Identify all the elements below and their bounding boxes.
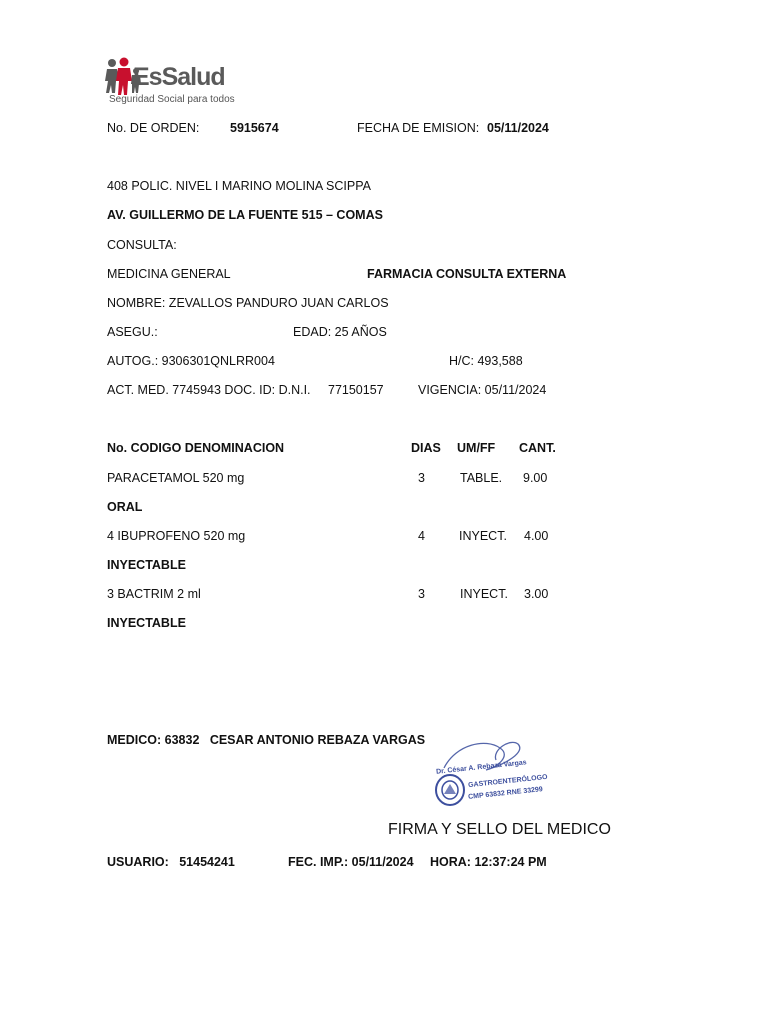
print-date: FEC. IMP.: 05/11/2024	[288, 855, 414, 869]
order-number-value: 5915674	[230, 121, 279, 135]
medication-name: 4 IBUPROFENO 520 mg	[107, 529, 246, 543]
logo-tagline: Seguridad Social para todos	[109, 94, 235, 105]
medical-act: ACT. MED. 7745943 DOC. ID: D.N.I.	[107, 383, 311, 397]
header-denomination: No. CODIGO DENOMINACION	[107, 441, 285, 455]
specialty: MEDICINA GENERAL	[107, 267, 231, 281]
logo-brand: EsSalud	[133, 63, 225, 91]
dni-value: 77150157	[328, 383, 384, 397]
medication-days: 3	[418, 587, 425, 601]
pharmacy: FARMACIA CONSULTA EXTERNA	[367, 267, 567, 281]
patient-age: EDAD: 25 AÑOS	[293, 325, 387, 339]
medication-quantity: 3.00	[524, 587, 549, 601]
medication-name: PARACETAMOL 520 mg	[107, 471, 245, 485]
essalud-logo	[105, 55, 255, 110]
facility-address: AV. GUILLERMO DE LA FUENTE 515 – COMAS	[107, 208, 383, 222]
medication-route: INYECTABLE	[107, 558, 186, 572]
medication-days: 4	[418, 529, 425, 543]
header-quantity: CANT.	[519, 441, 556, 455]
doctor-stamp-signature	[426, 738, 568, 810]
validity: VIGENCIA: 05/11/2024	[418, 383, 547, 397]
issue-date-value: 05/11/2024	[487, 121, 549, 135]
doctor-info: MEDICO: 63832 CESAR ANTONIO REBAZA VARGAS	[107, 733, 426, 747]
stamp-doctor-name: Dr. César A. Rebaza Vargas	[435, 759, 527, 776]
print-time: HORA: 12:37:24 PM	[430, 855, 547, 869]
user-info: USUARIO: 51454241	[107, 855, 235, 869]
medication-umff: TABLE.	[460, 471, 503, 485]
medication-name: 3 BACTRIM 2 ml	[107, 587, 201, 601]
medication-umff: INYECT.	[459, 529, 507, 543]
consultation-label: CONSULTA:	[107, 238, 177, 252]
header-days: DIAS	[411, 441, 441, 455]
issue-date-label: FECHA DE EMISION:	[357, 121, 480, 135]
stamp-specialty: GASTROENTERÓLOGO	[467, 773, 548, 790]
medication-days: 3	[418, 471, 425, 485]
insured-label: ASEGU.:	[107, 325, 158, 339]
order-number-label: No. DE ORDEN:	[107, 121, 200, 135]
authorization: AUTOG.: 9306301QNLRR004	[107, 354, 275, 368]
clinical-history: H/C: 493,588	[449, 354, 523, 368]
patient-name: NOMBRE: ZEVALLOS PANDURO JUAN CARLOS	[107, 296, 389, 310]
header-umff: UM/FF	[457, 441, 496, 455]
signature-caption: FIRMA Y SELLO DEL MEDICO	[388, 821, 611, 838]
medication-umff: INYECT.	[460, 587, 508, 601]
medication-quantity: 4.00	[524, 529, 549, 543]
medication-route: ORAL	[107, 500, 143, 514]
facility-name: 408 POLIC. NIVEL I MARINO MOLINA SCIPPA	[107, 179, 371, 193]
stamp-registry: CMP 63832 RNE 33299	[467, 786, 544, 801]
medication-quantity: 9.00	[523, 471, 548, 485]
medication-route: INYECTABLE	[107, 616, 186, 630]
